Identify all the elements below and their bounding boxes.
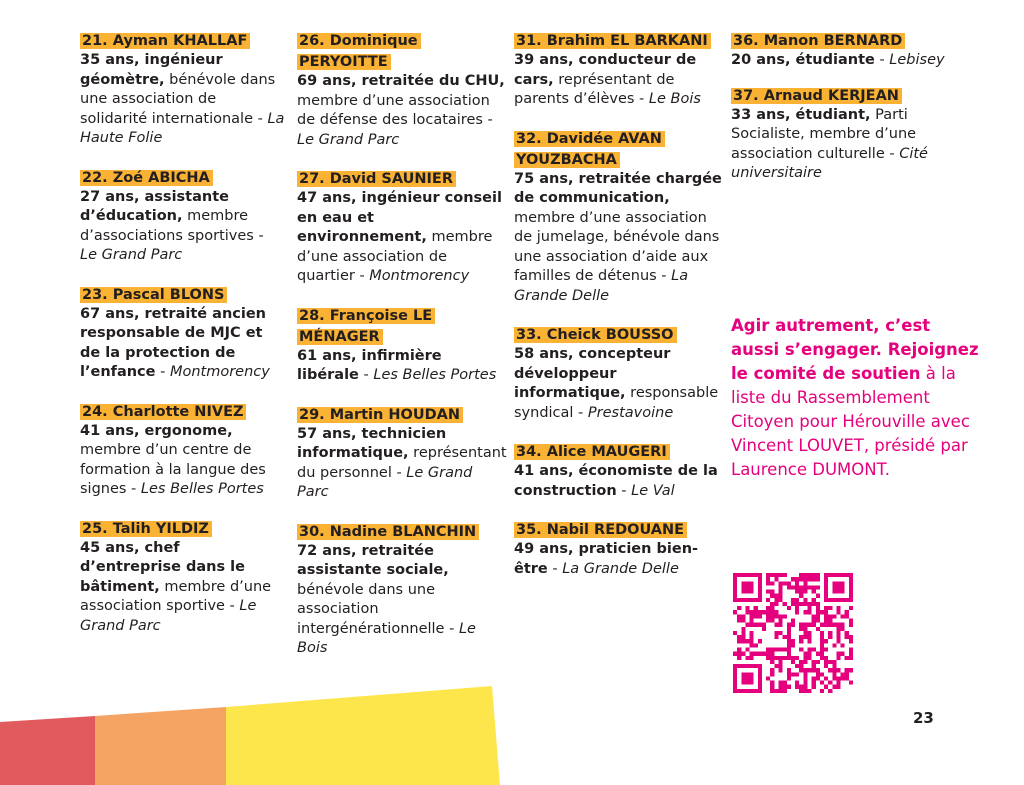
candidate-age-profession: 35 ans, ingénieur géomètre, xyxy=(80,52,223,88)
column-3 xyxy=(514,30,722,597)
candidate-details: - xyxy=(616,482,632,499)
candidate-name: 31. Brahim EL BARKANI xyxy=(514,33,711,49)
candidate-description xyxy=(514,345,722,423)
candidate-details: responsable syndical - xyxy=(514,385,719,421)
candidate-name: 24. Charlotte NIVEZ xyxy=(80,404,246,420)
candidate-age-profession: 61 ans, infirmière libérale xyxy=(297,347,442,383)
candidate-details: membre d’une association de jumelage, bénévole dans une association d’aide aux familles de détenus - xyxy=(514,209,720,284)
candidate-entry xyxy=(80,518,285,637)
candidate-entry xyxy=(297,521,507,659)
candidate-neighborhood: Le Grand Parc xyxy=(80,247,183,263)
candidate-description xyxy=(297,189,507,287)
candidate-details: - xyxy=(547,560,563,577)
candidate-details: représentant du personnel - xyxy=(297,445,507,481)
candidate-neighborhood: La Grande Delle xyxy=(562,560,679,577)
candidate-name: 35. Nabil REDOUANE xyxy=(514,522,687,538)
candidate-details: représentant de parents d’élèves - xyxy=(514,71,675,107)
candidate-age-profession: 45 ans, chef d’entreprise dans le bâtiment, xyxy=(80,539,245,595)
candidate-entry xyxy=(297,30,507,150)
candidate-age-profession: 69 ans, retraitée du CHU, xyxy=(297,73,505,89)
candidate-entry xyxy=(514,441,722,501)
candidate-neighborhood: Montmorency xyxy=(169,364,270,380)
candidate-description xyxy=(80,188,285,266)
stripe-red xyxy=(0,716,95,785)
candidate-neighborhood: Le Val xyxy=(631,482,675,499)
candidate-entry xyxy=(297,404,507,503)
candidate-age-profession: 33 ans, étudiant, xyxy=(731,106,871,123)
candidate-neighborhood: La Grande Delle xyxy=(514,268,689,304)
candidate-neighborhood: Les Belles Portes xyxy=(140,481,264,497)
candidate-neighborhood: Le Bois xyxy=(648,91,701,107)
candidate-entry xyxy=(514,324,722,423)
candidate-name: 33. Cheick BOUSSO xyxy=(514,327,677,343)
candidate-age-profession: 67 ans, retraité ancien responsable de MJC et de la protection de l’enfance xyxy=(80,305,266,380)
column-2 xyxy=(297,30,507,677)
candidate-name: 32. Davidée AVAN YOUZBACHA xyxy=(514,131,665,168)
candidate-description xyxy=(514,540,722,579)
stripe-yellow xyxy=(226,686,500,785)
page-number: 23 xyxy=(913,709,934,727)
candidate-age-profession: 41 ans, économiste de la construction xyxy=(514,463,718,499)
candidate-age-profession: 47 ans, ingénieur conseil en eau et environnement, xyxy=(297,190,502,245)
candidate-description xyxy=(297,347,507,386)
candidate-description xyxy=(731,106,971,184)
candidate-entry xyxy=(514,30,722,110)
candidate-entry xyxy=(80,30,285,149)
candidate-name: 26. Dominique PERYOITTE xyxy=(297,33,421,70)
candidate-details: membre d’une association sportive - xyxy=(80,578,272,614)
candidate-details: - xyxy=(155,364,170,380)
candidate-description xyxy=(80,422,285,500)
candidate-entry xyxy=(731,85,971,184)
candidate-name: 30. Nadine BLANCHIN xyxy=(297,524,479,540)
candidate-age-profession: 72 ans, retraitée assistante sociale, xyxy=(297,542,449,578)
candidate-neighborhood: Lebisey xyxy=(889,52,945,68)
candidate-neighborhood: Le Bois xyxy=(297,620,476,656)
column-1 xyxy=(80,30,285,654)
candidate-neighborhood: La Haute Folie xyxy=(80,110,285,146)
candidate-entry xyxy=(731,30,971,71)
candidate-description xyxy=(514,462,722,501)
candidate-details: membre d’une association de défense des locataires - xyxy=(297,92,493,128)
candidate-age-profession: 41 ans, ergonome, xyxy=(80,422,233,439)
candidate-name: 21. Ayman KHALLAF xyxy=(80,33,250,49)
candidate-neighborhood: Les Belles Portes xyxy=(373,367,497,383)
candidate-name: 25. Talih YILDIZ xyxy=(80,521,212,537)
candidate-neighborhood: Montmorency xyxy=(369,268,470,284)
candidate-age-profession: 20 ans, étudiante xyxy=(731,52,875,68)
candidate-name: 22. Zoé ABICHA xyxy=(80,170,213,186)
candidate-neighborhood: Le Grand Parc xyxy=(80,598,257,634)
candidate-entry xyxy=(80,167,285,266)
candidate-name: 29. Martin HOUDAN xyxy=(297,407,463,423)
candidate-name: 34. Alice MAUGERI xyxy=(514,444,670,460)
candidate-details: - xyxy=(874,52,890,68)
candidate-details: bénévole dans une association intergénérationnelle - xyxy=(297,581,459,637)
candidate-age-profession: 27 ans, assistante d’éducation, xyxy=(80,188,229,224)
candidate-entry xyxy=(297,168,507,287)
candidate-description xyxy=(80,51,285,149)
candidate-description xyxy=(731,51,971,71)
candidate-age-profession: 57 ans, technicien informatique, xyxy=(297,425,447,461)
candidate-age-profession: 49 ans, praticien bien-être xyxy=(514,541,699,577)
candidate-details: membre d’une association de quartier - xyxy=(297,229,493,284)
candidate-details: bénévole dans une association de solidarité internationale - xyxy=(80,71,276,127)
candidate-details: Parti Socialiste, membre d’une association culturelle - xyxy=(731,106,917,162)
candidate-details: - xyxy=(358,367,374,383)
stripe-orange xyxy=(95,707,226,785)
candidate-neighborhood: Cité universitaire xyxy=(731,145,928,181)
column-4 xyxy=(731,30,971,202)
candidate-description xyxy=(297,425,507,503)
candidate-age-profession: 75 ans, retraitée chargée de communication, xyxy=(514,170,722,206)
candidate-age-profession: 39 ans, conducteur de cars, xyxy=(514,52,697,88)
candidate-age-profession: 58 ans, concepteur développeur informatique, xyxy=(514,346,671,401)
candidate-neighborhood: Le Grand Parc xyxy=(297,131,400,148)
cta-text: à la liste du Rassemblement Citoyen pour Hérouville avec Vincent LOUVET, présidé par Laurence DUMONT. xyxy=(731,364,970,479)
candidate-entry xyxy=(297,305,507,386)
candidate-neighborhood: Prestavoine xyxy=(587,404,674,421)
candidate-description xyxy=(80,305,285,383)
candidate-details: membre d’associations sportives - xyxy=(80,208,264,244)
candidate-name: 36. Manon BERNARD xyxy=(731,33,905,49)
candidate-description xyxy=(514,51,722,110)
candidate-details: membre d’un centre de formation à la langue des signes - xyxy=(80,442,266,497)
candidate-entry xyxy=(80,401,285,500)
candidate-name: 28. Françoise LE MÉNAGER xyxy=(297,308,435,345)
candidate-description xyxy=(297,542,507,659)
candidate-name: 23. Pascal BLONS xyxy=(80,287,227,303)
candidate-description xyxy=(80,539,285,637)
cta-strong: Agir autrement, c’est aussi s’engager. Rejoignez le comité de soutien xyxy=(731,316,979,383)
candidate-neighborhood: Le Grand Parc xyxy=(297,464,473,500)
qr-code-icon[interactable] xyxy=(733,573,853,693)
candidate-name: 37. Arnaud KERJEAN xyxy=(731,88,902,104)
candidate-name: 27. David SAUNIER xyxy=(297,171,456,187)
candidate-description xyxy=(514,170,722,307)
candidate-entry xyxy=(80,284,285,383)
candidate-entry xyxy=(514,519,722,579)
candidate-entry xyxy=(514,128,722,307)
candidate-description xyxy=(297,72,507,150)
call-to-action xyxy=(731,314,981,482)
